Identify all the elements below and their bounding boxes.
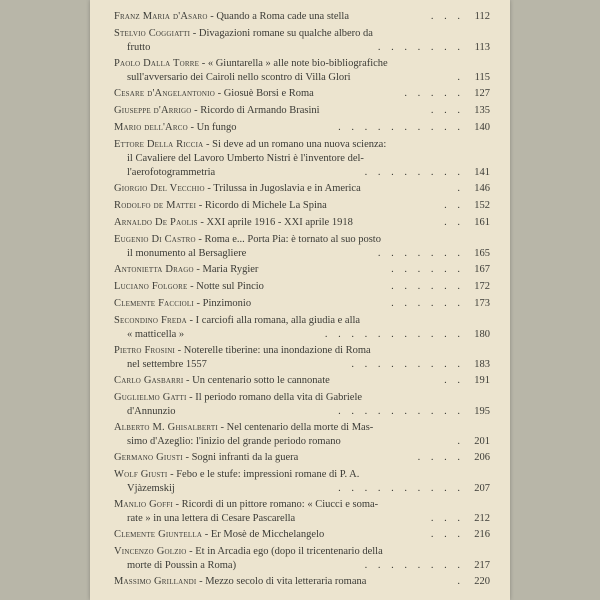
toc-author: Rodolfo de Mattei (114, 200, 197, 211)
toc-page-number: 206 (471, 451, 490, 465)
toc-page-number: 183 (471, 358, 490, 372)
toc-author: Clemente Giuntella (114, 529, 203, 540)
toc-page-number: 115 (472, 71, 490, 85)
toc-separator: - (187, 281, 197, 292)
toc-title-text: Il periodo romano della vita di Gabriele (195, 392, 363, 403)
toc-entry-first-line (114, 297, 490, 311)
toc-entry-first-line (114, 528, 490, 542)
toc-entry (114, 344, 490, 372)
toc-title-text: il monumento al Bersagliere (127, 248, 247, 259)
toc-author: Cesare d'Angelantonio (114, 88, 215, 99)
toc-entry (114, 280, 490, 294)
toc-leader-dots: . (453, 182, 464, 196)
toc-page-number: 146 (471, 182, 490, 196)
toc-title-text: Si deve ad un romano una nuova scienza: (212, 139, 387, 150)
toc-page-number: 212 (471, 512, 490, 526)
toc-entry (114, 199, 490, 213)
toc-title-text: Vjàzemskij (127, 483, 175, 494)
toc-leader-dots: . . . . (414, 451, 464, 465)
toc-leader-dots: . (453, 435, 464, 449)
toc-title-text: Giosuè Borsi e Roma (223, 88, 314, 99)
toc-title-text: sull'avversario dei Cairoli nello scontro di Villa Glori (127, 72, 351, 83)
toc-title-text: Ricordo di Michele La Spina (204, 200, 327, 211)
toc-author: Carlo Gasbarri (114, 375, 184, 386)
toc-author: Alberto M. Ghisalberti (114, 422, 218, 433)
toc-page-number: 127 (471, 87, 490, 101)
toc-page-number: 207 (471, 482, 490, 496)
toc-entry-continuation-line (114, 405, 490, 419)
toc-page-number: 217 (471, 559, 490, 573)
toc-entry-first-line (114, 121, 490, 135)
toc-leader-dots: . . . (427, 104, 464, 118)
toc-leader-dots: . . . . . . . . . (347, 358, 464, 372)
toc-author: Eugenio Di Castro (114, 234, 196, 245)
toc-page-number: 167 (471, 263, 490, 277)
toc-author: Germano Giusti (114, 452, 183, 463)
toc-page-number: 152 (471, 199, 490, 213)
toc-entry-first-line (114, 57, 490, 71)
toc-separator: - (187, 122, 197, 133)
toc-entry-first-line (114, 575, 490, 589)
toc-entry (114, 421, 490, 449)
toc-leader-dots: . . . (427, 10, 464, 24)
toc-separator: - (193, 298, 203, 309)
toc-title-text: Notte sul Pincio (196, 281, 264, 292)
toc-author: Secondino Freda (114, 315, 187, 326)
toc-leader-dots: . . . . . . (387, 297, 464, 311)
toc-separator: - (214, 88, 224, 99)
toc-title-text: simo d'Azeglio: l'inizio del grande periodo romano (127, 436, 341, 447)
toc-separator: - (172, 499, 182, 510)
toc-author: Ettore Della Riccia (114, 139, 204, 150)
toc-entry (114, 374, 490, 388)
toc-separator: - (193, 264, 203, 275)
toc-title-text: Quando a Roma cade una stella (216, 11, 350, 22)
toc-entry-continuation-line (114, 358, 490, 372)
toc-entry (114, 27, 490, 55)
toc-page-number: 135 (471, 104, 490, 118)
toc-entry-first-line (114, 344, 490, 358)
toc-entry (114, 297, 490, 311)
toc-separator: - (196, 200, 205, 211)
toc-entry (114, 87, 490, 101)
toc-author: Massimo Grillandi (114, 576, 197, 587)
toc-entry-first-line (114, 468, 490, 482)
toc-entry-first-line (114, 27, 490, 41)
toc-separator: - (186, 546, 196, 557)
toc-entry-first-line (114, 10, 490, 24)
toc-separator: - (191, 105, 201, 116)
toc-page-number: 216 (471, 528, 490, 542)
toc-author: Antonietta Drago (114, 264, 194, 275)
toc-author: Clemente Faccioli (114, 298, 194, 309)
toc-entry-first-line (114, 216, 490, 230)
toc-entry-continuation-line (114, 152, 490, 166)
toc-separator: - (190, 28, 199, 39)
toc-title-text: Ricordi di un pittore romano: « Ciucci e soma- (181, 499, 379, 510)
toc-leader-dots: . . . . . . (387, 280, 464, 294)
toc-author: Manlio Goffi (114, 499, 173, 510)
toc-title-text: Un centenario sotto le cannonate (192, 375, 330, 386)
toc-entry (114, 121, 490, 135)
toc-entry (114, 104, 490, 118)
toc-separator: - (175, 345, 184, 356)
toc-title-text: frutto (127, 42, 151, 53)
toc-page-number: 165 (471, 247, 490, 261)
toc-entry-first-line (114, 104, 490, 118)
toc-leader-dots: . . . . . . (387, 263, 464, 277)
toc-leader-dots: . (453, 575, 464, 589)
toc-entry-continuation-line (114, 166, 490, 180)
toc-author: Arnaldo De Paolis (114, 217, 198, 228)
toc-entry-continuation-line (114, 482, 490, 496)
toc-title-text: Et in Arcadia ego (dopo il tricentenario della (195, 546, 383, 557)
toc-title-text: il Cavaliere del Lavoro Umberto Nistri è l'inventore del- (127, 153, 364, 164)
toc-entry-first-line (114, 138, 490, 152)
toc-separator: - (217, 422, 227, 433)
toc-entry (114, 575, 490, 589)
toc-page-number: 201 (471, 435, 490, 449)
toc-title-text: Febo e le stufe: impressioni romane di P. A. (176, 469, 360, 480)
toc-leader-dots: . . . . . . . . . . (334, 482, 464, 496)
toc-entry-first-line (114, 314, 490, 328)
toc-entry-continuation-line (114, 559, 490, 573)
toc-title-text: Maria Rygier (202, 264, 259, 275)
toc-separator: - (207, 11, 217, 22)
toc-entry (114, 233, 490, 261)
toc-page-number: 112 (472, 10, 490, 24)
toc-leader-dots: . . . . . . . . . . (334, 121, 464, 135)
toc-entry-continuation-line (114, 247, 490, 261)
toc-leader-dots: . . . . . . . (374, 41, 464, 55)
toc-author: Mario dell'Arco (114, 122, 188, 133)
toc-separator: - (186, 392, 196, 403)
toc-separator: - (199, 58, 208, 69)
toc-entry (114, 216, 490, 230)
toc-leader-dots: . . . . . (400, 87, 464, 101)
toc-separator: - (182, 452, 192, 463)
toc-entry (114, 451, 490, 465)
toc-title-text: Nel centenario della morte di Mas- (226, 422, 374, 433)
toc-author: Giuseppe d'Arrigo (114, 105, 192, 116)
toc-separator: - (195, 234, 205, 245)
toc-separator: - (196, 576, 206, 587)
toc-author: Pietro Frosini (114, 345, 176, 356)
toc-page-number: 141 (471, 166, 490, 180)
toc-separator: - (204, 183, 214, 194)
toc-title-text: Pinzimonio (202, 298, 252, 309)
toc-title-text: I carciofi alla romana, alla giudia e alla (195, 315, 361, 326)
toc-title-text: Roma e... Porta Pia: è tornato al suo posto (204, 234, 381, 245)
toc-title-text: rate » in una lettera di Cesare Pascarella (127, 513, 296, 524)
toc-entry-first-line (114, 498, 490, 512)
toc-title-text: XXI aprile 1916 - XXI aprile 1918 (206, 217, 353, 228)
toc-entry-continuation-line (114, 41, 490, 55)
toc-leader-dots: . . (440, 374, 464, 388)
toc-entry (114, 10, 490, 24)
toc-entry (114, 57, 490, 85)
toc-entry (114, 182, 490, 196)
toc-entry-first-line (114, 391, 490, 405)
toc-entry-continuation-line (114, 71, 490, 85)
toc-page-number: 161 (471, 216, 490, 230)
toc-entry-first-line (114, 263, 490, 277)
toc-author: Vincenzo Golzio (114, 546, 187, 557)
toc-title-text: Trilussa in Jugoslavia e in America (213, 183, 361, 194)
toc-entry-first-line (114, 182, 490, 196)
toc-separator: - (197, 217, 207, 228)
toc-separator: - (203, 139, 213, 150)
toc-leader-dots: . . . . . . . . (361, 166, 464, 180)
toc-separator: - (183, 375, 193, 386)
toc-entry-first-line (114, 233, 490, 247)
toc-title-text: Er Mosè de Micchelangelo (210, 529, 325, 540)
toc-author: Luciano Folgore (114, 281, 188, 292)
toc-page-number: 172 (471, 280, 490, 294)
toc-entry (114, 314, 490, 342)
toc-author: Guglielmo Gatti (114, 392, 187, 403)
toc-title-text: Un fungo (196, 122, 237, 133)
toc-title-text: « matticella » (127, 329, 185, 340)
toc-entry-continuation-line (114, 435, 490, 449)
toc-entry (114, 138, 490, 180)
toc-entry-first-line (114, 421, 490, 435)
toc-entry-continuation-line (114, 328, 490, 342)
toc-author: Paolo Dalla Torre (114, 58, 200, 69)
toc-leader-dots: . (453, 71, 464, 85)
toc-entry-first-line (114, 374, 490, 388)
toc-author: Giorgio Del Vecchio (114, 183, 205, 194)
toc-page-number: 173 (471, 297, 490, 311)
table-of-contents (114, 10, 490, 592)
toc-title-text: Noterelle tiberine: una inondazione di Roma (183, 345, 371, 356)
toc-separator: - (202, 529, 211, 540)
toc-author: Franz Maria d'Asaro (114, 11, 208, 22)
toc-page-number: 140 (471, 121, 490, 135)
toc-leader-dots: . . . . . . . . (361, 559, 464, 573)
toc-entry-continuation-line (114, 512, 490, 526)
toc-separator: - (167, 469, 177, 480)
toc-leader-dots: . . (440, 216, 464, 230)
toc-entry (114, 263, 490, 277)
toc-entry-first-line (114, 545, 490, 559)
toc-separator: - (186, 315, 196, 326)
toc-title-text: Divagazioni romane su qualche albero da (198, 28, 373, 39)
toc-leader-dots: . . . (427, 528, 464, 542)
toc-title-text: l'aerofotogrammetria (127, 167, 216, 178)
toc-title-text: nel settembre 1557 (127, 359, 207, 370)
toc-page-number: 191 (471, 374, 490, 388)
toc-title-text: « Giuntarella » alle note bio-bibliografiche (207, 58, 388, 69)
toc-entry (114, 545, 490, 573)
toc-title-text: morte di Poussin a Roma) (127, 560, 237, 571)
toc-page-number: 220 (471, 575, 490, 589)
toc-title-text: Ricordo di Armando Brasini (200, 105, 320, 116)
toc-entry (114, 391, 490, 419)
toc-entry (114, 528, 490, 542)
toc-page-number: 195 (471, 405, 490, 419)
toc-entry (114, 468, 490, 496)
toc-leader-dots: . . . (427, 512, 464, 526)
toc-leader-dots: . . . . . . . . . . (334, 405, 464, 419)
toc-author: Wolf Giusti (114, 469, 168, 480)
toc-title-text: Mezzo secolo di vita letteraria romana (205, 576, 367, 587)
toc-leader-dots: . . . . . . . . . . . (321, 328, 464, 342)
toc-entry-first-line (114, 199, 490, 213)
toc-entry (114, 498, 490, 526)
toc-leader-dots: . . . . . . . (374, 247, 464, 261)
toc-leader-dots: . . (440, 199, 464, 213)
toc-page-number: 180 (471, 328, 490, 342)
toc-title-text: Sogni infranti da la guera (191, 452, 299, 463)
toc-page-number: 113 (472, 41, 490, 55)
book-page (90, 0, 510, 600)
toc-author: Stelvio Coggiatti (114, 28, 191, 39)
toc-entry-first-line (114, 280, 490, 294)
toc-entry-first-line (114, 451, 490, 465)
toc-title-text: d'Annunzio (127, 406, 176, 417)
toc-entry-first-line (114, 87, 490, 101)
